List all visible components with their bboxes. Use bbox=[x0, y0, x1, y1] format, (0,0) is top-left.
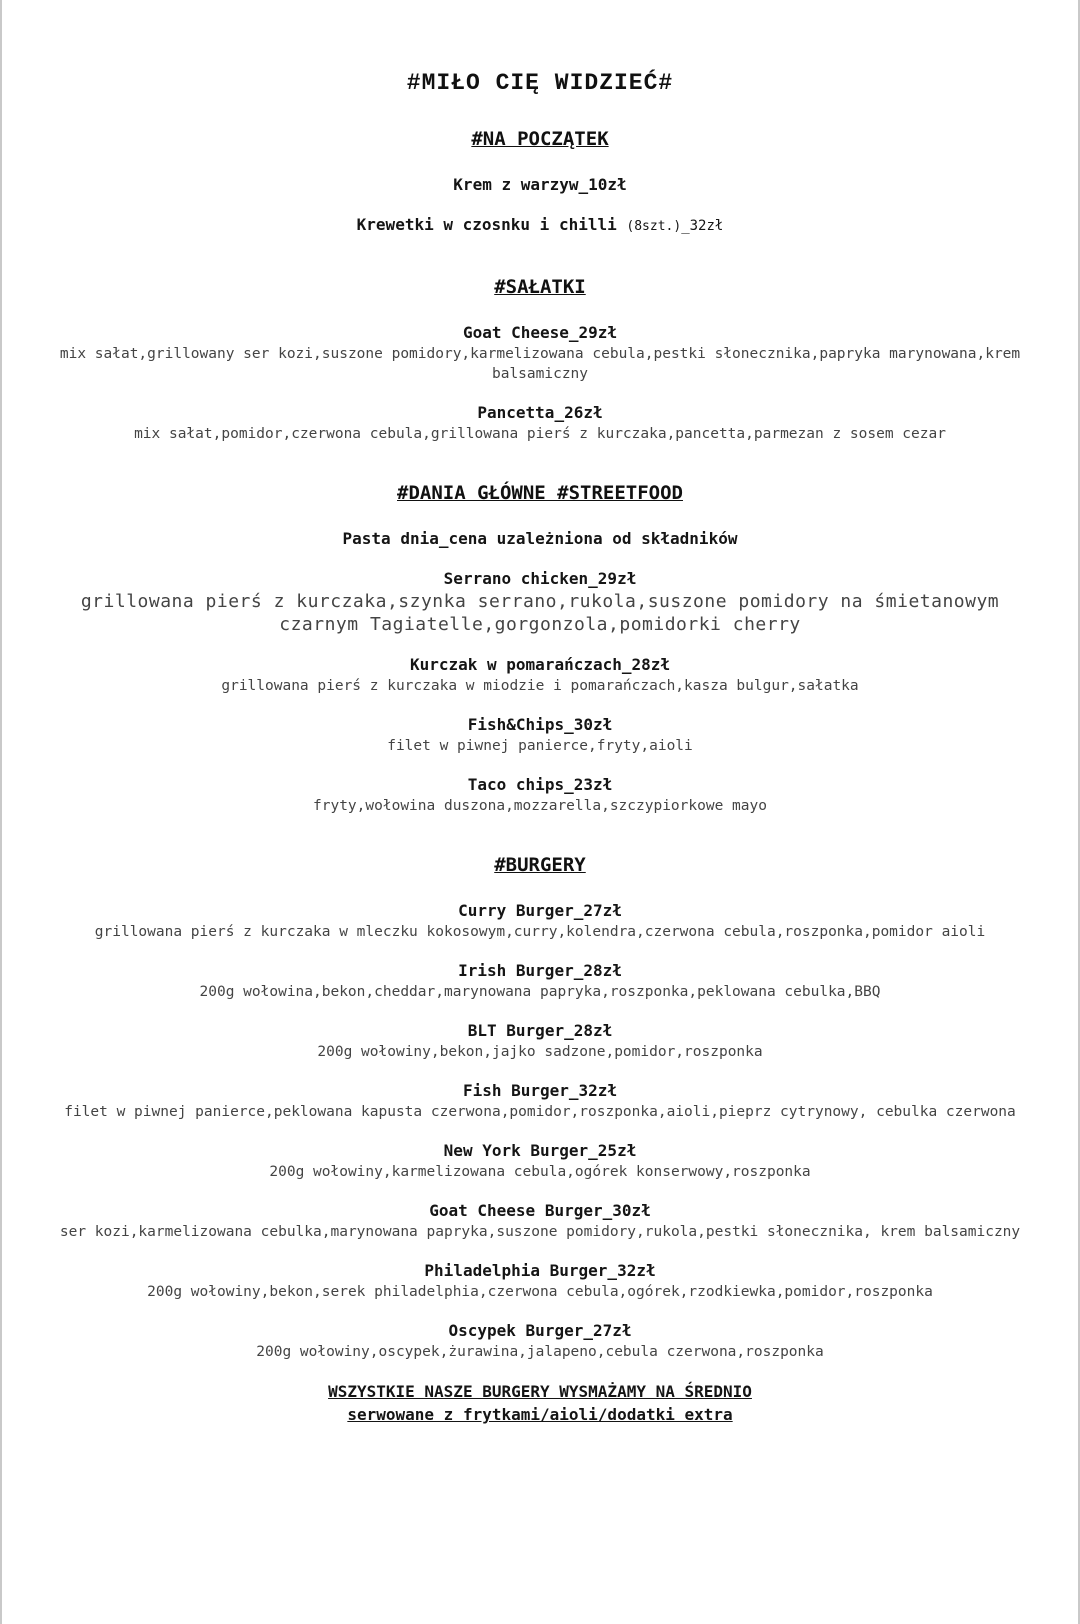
burger-note-line-2: serwowane z frytkami/aioli/dodatki extra bbox=[347, 1405, 733, 1424]
item-name: Taco chips_23zł bbox=[467, 775, 613, 794]
item-description: 200g wołowiny,bekon,jajko sadzone,pomidor,roszponka bbox=[317, 1044, 763, 1060]
item-description: grillowana pierś z kurczaka w mleczku kokosowym,curry,kolendra,czerwona cebula,roszponka,pomidor aioli bbox=[94, 924, 986, 940]
section-heading-mains: #DANIA GŁÓWNE #STREETFOOD bbox=[397, 482, 683, 504]
item-name: Fish Burger_32zł bbox=[462, 1081, 618, 1100]
menu-item bbox=[0, 568, 1080, 636]
section-salads bbox=[0, 276, 1080, 444]
item-description: 200g wołowiny,karmelizowana cebula,ogórek konserwowy,roszponka bbox=[269, 1164, 811, 1180]
item-description: 200g wołowiny,bekon,serek philadelphia,czerwona cebula,ogórek,rzodkiewka,pomidor,roszponka bbox=[147, 1284, 933, 1300]
section-mains bbox=[0, 482, 1080, 816]
item-description: 200g wołowiny,oscypek,żurawina,jalapeno,cebula czerwona,roszponka bbox=[256, 1344, 824, 1360]
menu-item bbox=[0, 714, 1080, 756]
section-heading-burgers: #BURGERY bbox=[494, 854, 586, 876]
item-name: Goat Cheese Burger_30zł bbox=[429, 1201, 651, 1220]
menu-item bbox=[0, 402, 1080, 444]
item-name-line bbox=[0, 214, 1080, 238]
item-name: Irish Burger_28zł bbox=[458, 961, 622, 980]
item-name: Kurczak w pomarańczach_28zł bbox=[409, 655, 671, 674]
item-name: New York Burger_25zł bbox=[443, 1141, 637, 1160]
menu-item bbox=[0, 528, 1080, 550]
menu-item bbox=[0, 900, 1080, 942]
menu-item bbox=[0, 1320, 1080, 1362]
menu-title: #MIŁO CIĘ WIDZIEĆ# bbox=[406, 70, 674, 96]
menu-item bbox=[0, 1140, 1080, 1182]
item-name: Krewetki w czosnku i chilli bbox=[356, 215, 617, 234]
item-description: grillowana pierś z kurczaka,szynka serrano,rukola,suszone pomidory na śmietanowym czarnym Tagiatelle,gorgonzola,pomidorki cherry bbox=[80, 591, 1000, 635]
item-description: filet w piwnej panierce,peklowana kapusta czerwona,pomidor,roszponka,aioli,pieprz cytrynowy, cebulka czerwona bbox=[64, 1104, 1016, 1120]
section-starters bbox=[0, 128, 1080, 238]
section-burgers bbox=[0, 854, 1080, 1426]
menu-item bbox=[0, 960, 1080, 1002]
item-name: Fish&Chips_30zł bbox=[467, 715, 613, 734]
item-description: filet w piwnej panierce,fryty,aioli bbox=[387, 738, 693, 754]
item-name: BLT Burger_28zł bbox=[467, 1021, 613, 1040]
item-name: Oscypek Burger_27zł bbox=[448, 1321, 632, 1340]
section-heading-salads: #SAŁATKI bbox=[494, 276, 586, 298]
menu-document bbox=[0, 70, 1080, 1464]
menu-item bbox=[0, 214, 1080, 238]
item-description: fryty,wołowina duszona,mozzarella,szczypiorkowe mayo bbox=[313, 798, 767, 814]
item-name: Pancetta_26zł bbox=[477, 403, 603, 422]
section-heading-starters: #NA POCZĄTEK bbox=[471, 128, 609, 150]
item-name: Philadelphia Burger_32zł bbox=[424, 1261, 656, 1280]
item-name: Serrano chicken_29zł bbox=[443, 569, 637, 588]
item-name: Pasta dnia_cena uzależniona od składników bbox=[342, 529, 738, 548]
menu-item bbox=[0, 174, 1080, 196]
menu-item bbox=[0, 1260, 1080, 1302]
item-description: ser kozi,karmelizowana cebulka,marynowana papryka,suszone pomidory,rukola,pestki słonecznika, krem balsamiczny bbox=[59, 1224, 1021, 1240]
menu-item bbox=[0, 1200, 1080, 1242]
item-description: mix sałat,pomidor,czerwona cebula,grillowana pierś z kurczaka,pancetta,parmezan z sosem cezar bbox=[134, 426, 946, 442]
item-description: 200g wołowina,bekon,cheddar,marynowana papryka,roszponka,peklowana cebulka,BBQ bbox=[199, 984, 881, 1000]
burger-note-line-1: WSZYSTKIE NASZE BURGERY WYSMAŻAMY NA ŚREDNIO bbox=[328, 1382, 752, 1401]
item-price: _32zł bbox=[681, 218, 724, 234]
item-quantity: (8szt.) bbox=[626, 219, 682, 234]
item-name: Goat Cheese_29zł bbox=[462, 323, 618, 342]
menu-item bbox=[0, 774, 1080, 816]
menu-item bbox=[0, 1080, 1080, 1122]
item-name: Krem z warzyw_10zł bbox=[453, 175, 627, 194]
menu-item bbox=[0, 654, 1080, 696]
item-name: Curry Burger_27zł bbox=[458, 901, 622, 920]
menu-item bbox=[0, 322, 1080, 384]
item-description: grillowana pierś z kurczaka w miodzie i pomarańczach,kasza bulgur,sałatka bbox=[221, 678, 859, 694]
menu-item bbox=[0, 1020, 1080, 1062]
item-description: mix sałat,grillowany ser kozi,suszone pomidory,karmelizowana cebula,pestki słonecznika,papryka marynowana,krem balsamiczny bbox=[59, 346, 1021, 382]
